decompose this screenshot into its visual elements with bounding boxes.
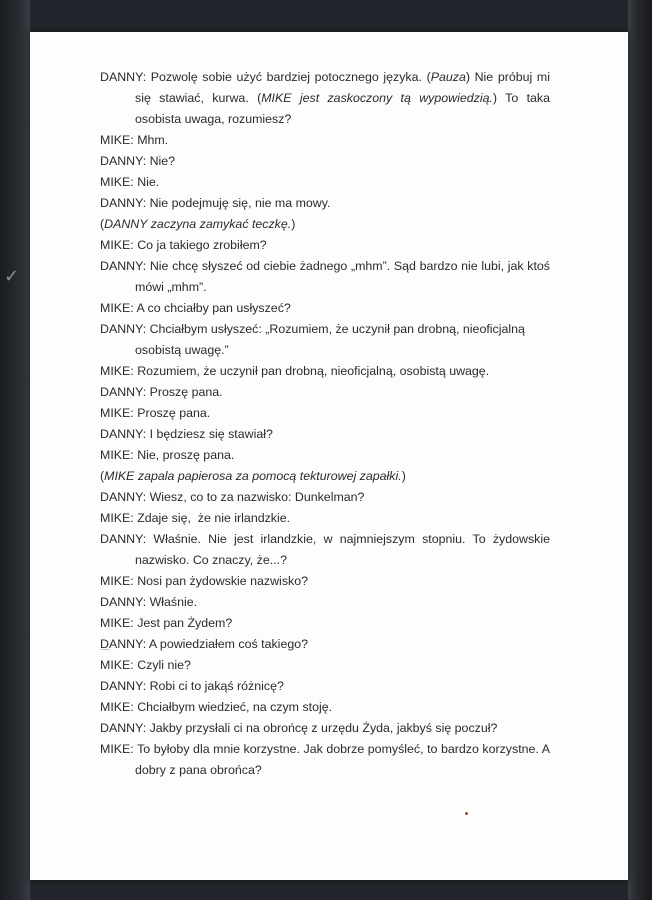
speaker-name: MIKE: — [100, 700, 134, 714]
stage-direction — [100, 214, 550, 235]
speaker-name: DANNY: — [100, 490, 147, 504]
stage-direction-inline: MIKE jest zaskoczony tą wypowiedzią. — [261, 91, 493, 105]
dialogue-line — [100, 67, 550, 130]
line-text: Zdaje się, że nie irlandzkie. — [133, 511, 291, 525]
speaker-name: DANNY: — [100, 532, 147, 546]
dialogue-line — [100, 739, 550, 781]
dialogue-line — [100, 130, 550, 151]
line-text: Rozumiem, że uczynił pan drobną, nieoficjalną, osobistą uwagę. — [133, 364, 490, 378]
line-text: Nie podejmuję się, nie ma mowy. — [146, 196, 331, 210]
scanner-edge-left — [0, 0, 30, 900]
dialogue-line — [100, 445, 550, 466]
dialogue-line — [100, 487, 550, 508]
dialogue-line — [100, 151, 550, 172]
speaker-name: DANNY: — [100, 259, 147, 273]
speaker-name: MIKE: — [100, 301, 134, 315]
line-text: Proszę pana. — [133, 406, 211, 420]
scan-artifact-mark: ✓ — [4, 266, 20, 287]
line-text: ) Nie próbuj mi się stawiać, kurwa. ( — [135, 70, 550, 105]
speaker-name: DANNY: — [100, 637, 147, 651]
dialogue-line — [100, 529, 550, 571]
line-text: I będziesz się stawiał? — [146, 427, 273, 441]
line-text: Jest pan Żydem? — [133, 616, 233, 630]
line-text: Jakby przysłali ci na obrońcę z urzędu Żyda, jakbyś się poczuł? — [146, 721, 498, 735]
speaker-name: DANNY: — [100, 322, 147, 336]
paren-close: ) — [401, 469, 406, 483]
dialogue-line — [100, 613, 550, 634]
speaker-name: DANNY: — [100, 595, 147, 609]
paren-open: ( — [100, 469, 105, 483]
dialogue-line — [100, 361, 550, 382]
speaker-name: DANNY: — [100, 385, 147, 399]
speaker-name: DANNY: — [100, 427, 147, 441]
scanner-edge-right — [628, 0, 652, 900]
speaker-name: MIKE: — [100, 574, 134, 588]
line-text: A powiedziałem coś takiego? — [146, 637, 309, 651]
speaker-name: MIKE: — [100, 406, 134, 420]
line-text: Właśnie. — [146, 595, 198, 609]
paren-open: ( — [100, 217, 105, 231]
line-text: Robi ci to jakąś różnicę? — [146, 679, 284, 693]
dialogue-line — [100, 718, 550, 739]
line-text: Nie? — [146, 154, 176, 168]
line-text: Nosi pan żydowskie nazwisko? — [133, 574, 308, 588]
line-text: Mhm. — [133, 133, 169, 147]
speaker-name: MIKE: — [100, 742, 134, 756]
line-text: Pozwolę sobie użyć bardziej potocznego języka. ( — [146, 70, 431, 84]
dialogue-line — [100, 256, 550, 298]
dialogue-line — [100, 298, 550, 319]
speaker-name: MIKE: — [100, 364, 134, 378]
script-body — [100, 67, 550, 781]
stage-direction — [100, 466, 550, 487]
stage-direction-text: DANNY zaczyna zamykać teczkę. — [104, 217, 292, 231]
dialogue-line — [100, 697, 550, 718]
line-text: A co chciałby pan usłyszeć? — [133, 301, 291, 315]
speaker-name: MIKE: — [100, 133, 134, 147]
line-text: Nie. — [133, 175, 160, 189]
dialogue-line — [100, 172, 550, 193]
dialogue-line — [100, 235, 550, 256]
speaker-name: DANNY: — [100, 70, 147, 84]
line-text: Nie, proszę pana. — [133, 448, 235, 462]
line-text: Proszę pana. — [146, 385, 223, 399]
speaker-name: DANNY: — [100, 679, 147, 693]
dialogue-line — [100, 403, 550, 424]
scan-artifact-dot — [465, 812, 468, 815]
line-text: Wiesz, co to za nazwisko: Dunkelman? — [146, 490, 365, 504]
speaker-name: MIKE: — [100, 658, 134, 672]
dialogue-line — [100, 319, 550, 361]
dialogue-line — [100, 508, 550, 529]
speaker-name: MIKE: — [100, 511, 134, 525]
line-text: To byłoby dla mnie korzystne. Jak dobrze pomyśleć, to bardzo korzystne. A dobry z pana obrońca? — [133, 742, 550, 777]
dialogue-line — [100, 424, 550, 445]
speaker-name: MIKE: — [100, 238, 134, 252]
dialogue-line — [100, 592, 550, 613]
speaker-name: DANNY: — [100, 196, 147, 210]
line-text: Czyli nie? — [133, 658, 191, 672]
stage-direction-inline: Pauza — [430, 70, 466, 84]
dialogue-line — [100, 676, 550, 697]
dialogue-line — [100, 634, 550, 655]
line-text: Co ja takiego zrobiłem? — [133, 238, 267, 252]
line-text: ) To taka osobista uwaga, rozumiesz? — [135, 91, 551, 126]
dialogue-line — [100, 571, 550, 592]
dialogue-line — [100, 655, 550, 676]
line-text: Nie chcę słyszeć od ciebie żadnego „mhm”. Sąd bardzo nie lubi, jak ktoś mówi „mhm”. — [135, 259, 550, 294]
dialogue-line — [100, 193, 550, 214]
speaker-name: MIKE: — [100, 175, 134, 189]
paren-close: ) — [291, 217, 296, 231]
stage-direction-text: MIKE zapala papierosa za pomocą tekturowej zapałki. — [104, 469, 402, 483]
line-text: Chciałbym wiedzieć, na czym stoję. — [133, 700, 333, 714]
line-text: Właśnie. Nie jest irlandzkie, w najmniejszym stopniu. To żydowskie nazwisko. Co znaczy, że...? — [135, 532, 550, 567]
speaker-name: DANNY: — [100, 721, 147, 735]
line-text: Chciałbym usłyszeć: „Rozumiem, że uczynił pan drobną, nieoficjalną osobistą uwagę.” — [135, 322, 525, 357]
dialogue-line — [100, 382, 550, 403]
speaker-name: DANNY: — [100, 154, 147, 168]
speaker-name: MIKE: — [100, 448, 134, 462]
speaker-name: MIKE: — [100, 616, 134, 630]
